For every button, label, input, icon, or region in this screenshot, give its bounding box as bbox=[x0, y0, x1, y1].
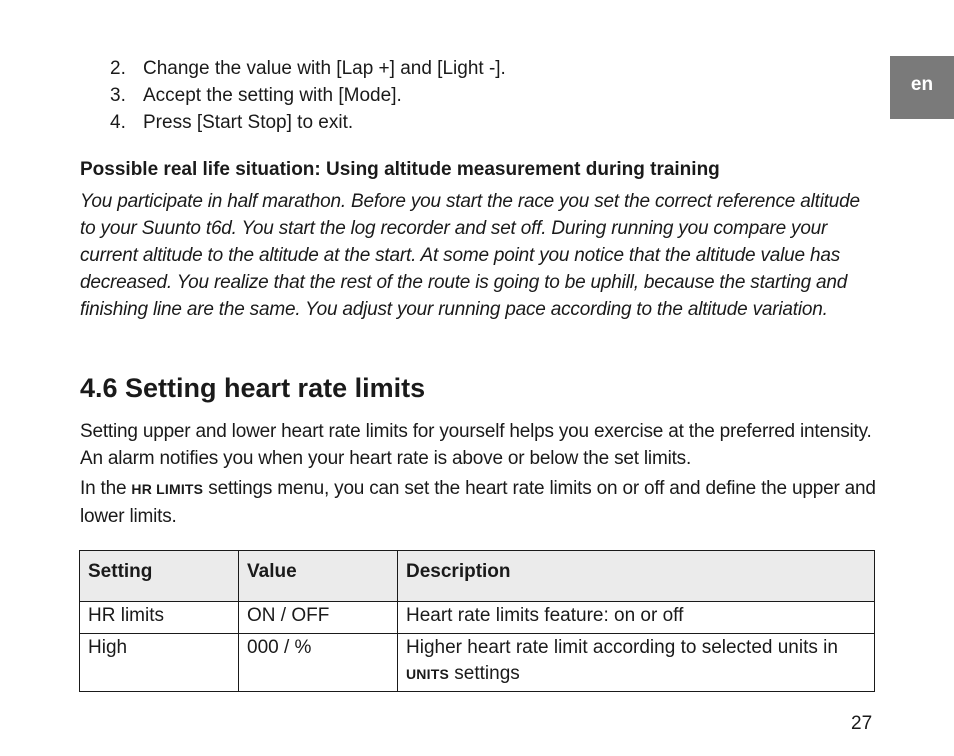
step-list bbox=[110, 55, 506, 136]
section-title: 4.6 Setting heart rate limits bbox=[80, 373, 426, 403]
intro-paragraph: Setting upper and lower heart rate limits for yourself helps you exercise at the preferred intensity. An alarm notifies you when your heart rate is above or below the set limits. bbox=[80, 421, 872, 469]
step-text: Change the value with [Lap +] and [Light -]. bbox=[143, 58, 506, 79]
step-text: Accept the setting with [Mode]. bbox=[143, 85, 402, 106]
column-header-value: Value bbox=[239, 551, 398, 602]
step-number: 2. bbox=[110, 58, 126, 79]
description-text: Heart rate limits feature: on or off bbox=[406, 605, 684, 626]
cell-setting: HR limits bbox=[80, 602, 239, 634]
page-number: 27 bbox=[851, 713, 873, 734]
list-item bbox=[110, 55, 506, 82]
example-heading: Possible real life situation: Using altitude measurement during training bbox=[80, 159, 720, 180]
menu-name: UNITS bbox=[406, 666, 449, 682]
step-text: Press [Start Stop] to exit. bbox=[143, 112, 354, 133]
cell-description bbox=[398, 634, 875, 692]
step-number: 3. bbox=[110, 85, 126, 106]
menu-paragraph bbox=[80, 475, 880, 530]
table-row bbox=[80, 634, 875, 692]
table-row bbox=[80, 602, 875, 634]
description-text: settings bbox=[449, 663, 520, 684]
settings-table bbox=[79, 550, 875, 692]
step-number: 4. bbox=[110, 112, 126, 133]
language-tab: en bbox=[890, 56, 954, 119]
paragraph-text: settings menu, you can set the heart rate limits on or off and define the upper and lower limits. bbox=[80, 478, 876, 527]
table-header-row bbox=[80, 551, 875, 602]
menu-name: HR LIMITS bbox=[131, 481, 204, 497]
column-header-description: Description bbox=[398, 551, 875, 602]
list-item bbox=[110, 109, 506, 136]
cell-value: ON / OFF bbox=[239, 602, 398, 634]
example-text: You participate in half marathon. Before you start the race you set the correct reference altitude to your Suunto t6d. You start the log recorder and set off. During running you compare your current altitude to the altitude at the start. At some point you notice that the altitude value has decreased. You realize that the rest of the route is going to be uphill, because the starting and finishing line are the same. You adjust your running pace according to the altitude variation. bbox=[80, 191, 860, 320]
cell-value: 000 / % bbox=[239, 634, 398, 692]
cell-setting: High bbox=[80, 634, 239, 692]
list-item bbox=[110, 82, 506, 109]
description-text: Higher heart rate limit according to selected units in bbox=[406, 637, 838, 658]
cell-description bbox=[398, 602, 875, 634]
paragraph-text: In the bbox=[80, 478, 132, 499]
column-header-setting: Setting bbox=[80, 551, 239, 602]
